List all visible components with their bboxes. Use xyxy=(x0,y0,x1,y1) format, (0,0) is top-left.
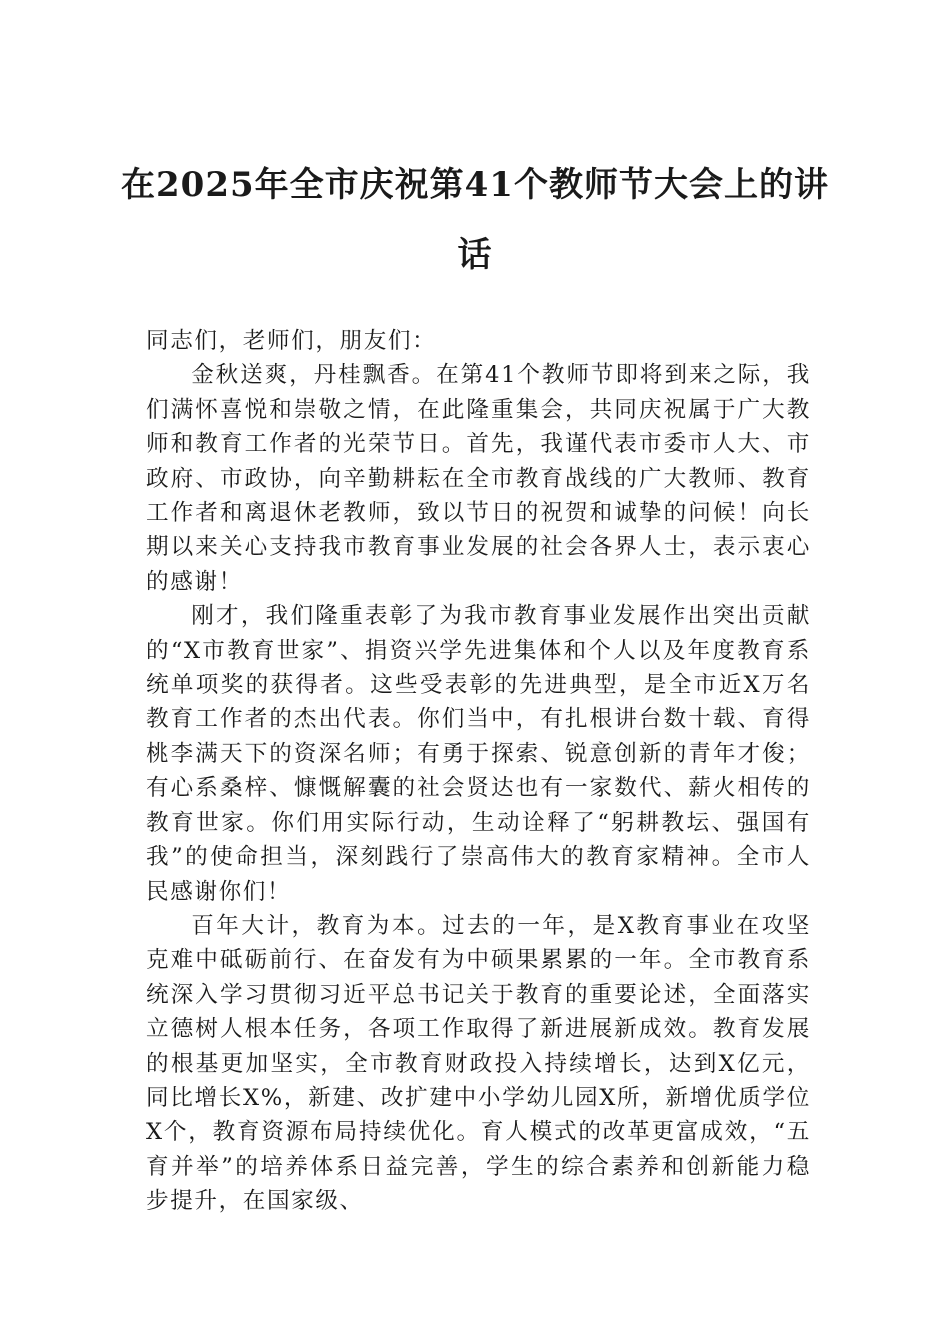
paragraph-1: 金秋送爽，丹桂飘香。在第41个教师节即将到来之际，我们满怀喜悦和崇敬之情，在此隆重集会，共同庆祝属于广大教师和教育工作者的光荣节日。首先，我谨代表市委市人大、市政府、市政协，向辛勤耕耘在全市教育战线的广大教师、教育工作者和离退休老教师，致以节日的祝贺和诚挚的问候！向长期以来关心支持我市教育事业发展的社会各界人士，表示衷心的感谢！ xyxy=(146,362,811,595)
document-body xyxy=(146,324,811,1219)
salutation: 同志们，老师们，朋友们： xyxy=(146,328,437,354)
paragraph-2: 刚才，我们隆重表彰了为我市教育事业发展作出突出贡献的“X市教育世家”、捐资兴学先进集体和个人以及年度教育系统单项奖的获得者。这些受表彰的先进典型，是全市近X万名教育工作者的杰出代表。你们当中，有扎根讲台数十载、育得桃李满天下的资深名师；有勇于探索、锐意创新的青年才俊；有心系桑梓、慷慨解囊的社会贤达也有一家数代、薪火相传的教育世家。你们用实际行动，生动诠释了“躬耕教坛、强国有我”的使命担当，深刻践行了崇高伟大的教育家精神。全市人民感谢你们！ xyxy=(146,603,811,905)
document-title: 在2025年全市庆祝第41个教师节大会上的讲话 xyxy=(121,165,829,275)
paragraph-3: 百年大计，教育为本。过去的一年，是X教育事业在攻坚克难中砥砺前行、在奋发有为中硕果累累的一年。全市教育系统深入学习贯彻习近平总书记关于教育的重要论述，全面落实立德树人根本任务，各项工作取得了新进展新成效。教育发展的根基更加坚实，全市教育财政投入持续增长，达到X亿元，同比增长X%，新建、改扩建中小学幼儿园X所，新增优质学位X个，教育资源布局持续优化。育人模式的改革更富成效，“五育并举”的培养体系日益完善，学生的综合素养和创新能力稳步提升，在国家级、 xyxy=(146,912,811,1215)
